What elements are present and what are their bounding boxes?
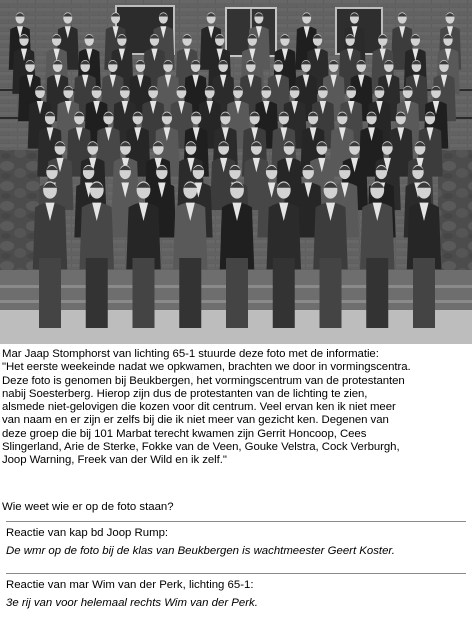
- person-legs: [273, 258, 295, 328]
- person-legs: [413, 258, 435, 328]
- person-legs: [320, 258, 342, 328]
- divider: [6, 573, 466, 574]
- person-legs: [133, 258, 155, 328]
- reaction-text: 3e rij van voor helemaal rechts Wim van der Perk.: [6, 597, 258, 609]
- person-legs: [39, 258, 61, 328]
- reaction-heading: Reactie van kap bd Joop Rump:: [6, 527, 169, 539]
- photo-caption: Mar Jaap Stomphorst van lichting 65-1 stuurde deze foto met de informatie: "Het eerste weekeinde nadat we opkwamen, brachten we door in vormingscentra. Deze foto is genomen bij Beukbergen, het vormingscentrum van de protestanten nabij Soesterberg. Hierop zijn dus de protestanten van de lichting te zien, alsmede niet-gelovigen die kozen voor dit centrum. Veel ervan ken ik niet meer van naam en er zijn er zelfs bij die ik niet meer van gezicht ken. Degenen van deze groep die bij 101 Marbat terecht kwamen zijn Gerrit Honcoop, Cees Slingerland, Arie de Sterke, Fokke van de Veen, Gouke Velstra, Cock Verburgh, Joop Warning, Freek van der Wild en ik zelf.": [2, 348, 411, 467]
- divider: [6, 521, 466, 522]
- reaction-text: De wmr op de foto bij de klas van Beukbergen is wachtmeester Geert Koster.: [6, 545, 395, 557]
- person-legs: [179, 258, 201, 328]
- reaction-heading: Reactie van mar Wim van der Perk, lichting 65-1:: [6, 579, 254, 591]
- person-legs: [226, 258, 248, 328]
- question-text: Wie weet wie er op de foto staan?: [2, 501, 174, 513]
- person-legs: [366, 258, 388, 328]
- person-legs: [86, 258, 108, 328]
